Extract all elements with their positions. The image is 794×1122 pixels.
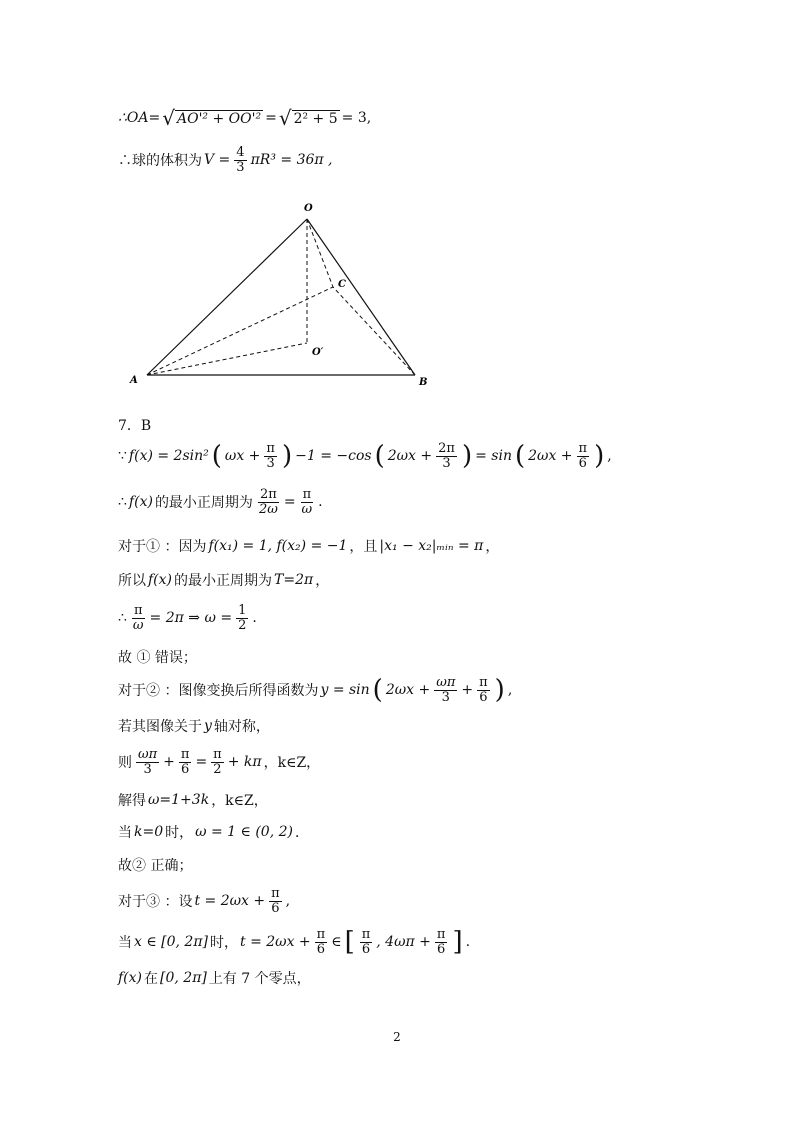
edge-bc bbox=[333, 287, 415, 375]
frac-2pi-2w bbox=[257, 488, 280, 516]
case-1-min: |x₁ − x₂|ₘᵢₙ = π bbox=[379, 538, 484, 554]
frac-pi-2 bbox=[211, 748, 224, 776]
frac-den: 6 bbox=[437, 941, 446, 957]
symmetry-axis: 轴对称， bbox=[213, 719, 270, 735]
fx-part-b: ωx + bbox=[224, 448, 261, 465]
volume-text: ∴球的体积为 bbox=[118, 153, 202, 170]
formula-period bbox=[118, 488, 323, 516]
frac-num: π bbox=[213, 747, 222, 762]
frac-num: 1 bbox=[238, 603, 247, 618]
so-fx: f(x) bbox=[148, 572, 173, 588]
label-b: B bbox=[419, 377, 428, 388]
volume-lhs: V = bbox=[204, 152, 231, 169]
case-2-comma: , bbox=[507, 682, 513, 699]
frac-wpi-3 bbox=[434, 676, 457, 704]
label-o-prime: O′ bbox=[312, 347, 324, 358]
volume-rhs: πR³ = 36π , bbox=[250, 152, 333, 169]
label-c: C bbox=[338, 279, 346, 290]
oa-prefix: ∴OA= bbox=[118, 110, 161, 126]
fx-comma: , bbox=[607, 448, 612, 465]
zeros-fx: f(x) bbox=[118, 970, 143, 986]
case-1-values: f(x₁) = 1, f(x₂) = −1 bbox=[208, 538, 348, 554]
omega-end: . bbox=[252, 610, 257, 627]
solve-omega: ω=1+3k bbox=[148, 792, 210, 808]
so-text: 所以 bbox=[118, 573, 146, 589]
case-1-comma: ， bbox=[485, 539, 500, 555]
frac-den: 3 bbox=[143, 761, 152, 777]
frac-pi-6 bbox=[315, 928, 328, 956]
interval-when: 当 bbox=[118, 935, 132, 952]
frac-den: 3 bbox=[236, 159, 245, 175]
paren-open: ( bbox=[211, 441, 222, 472]
formula-volume bbox=[118, 146, 332, 174]
frac-num: π bbox=[316, 927, 326, 942]
solve-text: 解得 bbox=[118, 793, 146, 809]
frac-den: 2ω bbox=[258, 501, 278, 517]
fx-part-a: f(x) = 2sin² bbox=[128, 448, 209, 465]
paren-close: ) bbox=[281, 441, 293, 472]
frac-num: π bbox=[578, 441, 588, 456]
frac-den: 6 bbox=[316, 941, 326, 957]
therefore-symbol: ∴ bbox=[118, 494, 127, 511]
zeros-on: 在 bbox=[144, 971, 159, 987]
period-fx: f(x) bbox=[128, 494, 153, 511]
symmetry-line bbox=[118, 716, 270, 736]
case-2-y: y = sin bbox=[320, 682, 370, 699]
frac-2pi-3 bbox=[436, 442, 457, 470]
bracket-open: [ bbox=[344, 927, 355, 958]
answer-7-text: 7．B bbox=[118, 418, 152, 434]
frac-num: π bbox=[180, 747, 190, 762]
solve-line bbox=[118, 790, 268, 810]
interval-t: t = 2ωx + bbox=[240, 934, 311, 951]
page-number: 2 bbox=[393, 1030, 401, 1044]
frac-den: 2 bbox=[238, 617, 247, 633]
sqrt-ao-oo-content: AO'² + OO'² bbox=[176, 111, 262, 127]
so-comma: ， bbox=[315, 573, 330, 589]
frac-den: ω bbox=[301, 501, 313, 517]
frac-num: ωπ bbox=[138, 747, 158, 762]
case-3-text: 对于③ ：设 bbox=[118, 894, 193, 911]
paren-close: ) bbox=[461, 441, 473, 472]
zeros-count: 上有 7 个零点， bbox=[208, 971, 311, 987]
frac-pi-omega bbox=[131, 604, 146, 632]
when-text: 当 bbox=[118, 825, 132, 841]
when-line bbox=[118, 822, 309, 842]
frac-num: 2π bbox=[438, 441, 455, 456]
paren-close: ) bbox=[594, 441, 605, 472]
case-2-plus: + bbox=[461, 682, 474, 699]
edge-oa bbox=[147, 219, 307, 375]
frac-pi-6 bbox=[360, 928, 373, 956]
frac-den: 6 bbox=[578, 455, 587, 471]
frac-den: 3 bbox=[441, 689, 450, 705]
frac-den: 3 bbox=[266, 455, 275, 471]
formula-oa bbox=[118, 108, 371, 128]
edge-ao-prime bbox=[147, 343, 307, 375]
frac-num: π bbox=[266, 441, 275, 456]
fx-part-e: = sin bbox=[475, 448, 512, 465]
edge-ac bbox=[147, 287, 333, 375]
sqrt-ao-oo: √ AO'² + OO'² bbox=[162, 106, 262, 130]
then-kpi: + kπ bbox=[227, 754, 262, 771]
frac-den: ω bbox=[132, 617, 144, 633]
therefore-symbol: ∴ bbox=[118, 610, 127, 627]
symmetry-text: 若其图像关于 bbox=[118, 719, 202, 735]
case-1-wrong: 故 ① 错误； bbox=[118, 650, 197, 666]
solve-k-in-z: ，k∈Z， bbox=[211, 793, 268, 809]
interval-line bbox=[118, 928, 470, 956]
case-1-conclusion bbox=[118, 647, 197, 667]
period-text: 的最小正周期为 bbox=[154, 495, 253, 512]
case-1-period bbox=[118, 570, 329, 590]
frac-pi-6 bbox=[477, 676, 490, 704]
then-text: 则 bbox=[118, 755, 132, 772]
when-shi: 时， bbox=[165, 825, 194, 841]
symmetry-y: y bbox=[204, 718, 212, 734]
interval-shi: 时， bbox=[210, 935, 238, 952]
when-end: ． bbox=[294, 825, 309, 841]
frac-num: 2π bbox=[259, 487, 277, 502]
bracket-close: ] bbox=[452, 927, 463, 958]
case-1-omega bbox=[118, 604, 257, 632]
interval-x: x ∈ [0, 2π] bbox=[134, 934, 208, 951]
tetrahedron-figure bbox=[125, 195, 445, 390]
case-2-conclusion bbox=[118, 855, 192, 875]
then-eq: = bbox=[195, 754, 208, 771]
frac-num: π bbox=[271, 886, 280, 901]
case-2-line bbox=[118, 676, 512, 704]
frac-pi-6 bbox=[577, 442, 590, 470]
interval-in: ∈ bbox=[331, 934, 342, 951]
oa-eq2: = 3, bbox=[341, 110, 372, 126]
oa-eq1: = bbox=[265, 110, 277, 126]
formula-fx bbox=[118, 442, 612, 470]
case-2-text: 对于② ：图像变换后所得函数为 bbox=[118, 683, 319, 700]
case-3-t: t = 2ωx + bbox=[194, 893, 266, 910]
frac-num: 4 bbox=[236, 145, 245, 160]
frac-1-2 bbox=[236, 604, 248, 632]
case-1-line bbox=[118, 536, 499, 556]
zeros-interval: [0, 2π] bbox=[160, 970, 207, 986]
frac-den: 6 bbox=[479, 689, 488, 705]
frac-num: π bbox=[479, 675, 488, 690]
frac-num: π bbox=[133, 603, 143, 618]
sqrt-2-5: √ 2² + 5 bbox=[278, 106, 338, 130]
frac-num: π bbox=[361, 927, 371, 942]
then-line bbox=[118, 748, 320, 776]
frac-den: 6 bbox=[271, 900, 280, 916]
paren-open: ( bbox=[514, 441, 526, 472]
frac-num: π bbox=[302, 487, 312, 502]
label-a: A bbox=[130, 375, 138, 386]
frac-pi-w bbox=[300, 488, 315, 516]
omega-eq: = 2π ⇒ ω = bbox=[149, 610, 233, 627]
frac-wpi-3 bbox=[136, 748, 159, 776]
frac-pi-6 bbox=[435, 928, 448, 956]
answer-7 bbox=[118, 415, 151, 435]
interval-end: . bbox=[465, 934, 471, 951]
case-2-arg: 2ωx + bbox=[385, 682, 431, 699]
paren-open: ( bbox=[374, 441, 385, 472]
frac-den: 3 bbox=[442, 455, 451, 471]
fx-part-f: 2ωx + bbox=[528, 448, 573, 465]
when-omega: ω = 1 ∈ (0, 2) bbox=[195, 824, 293, 840]
interval-upper: , 4ωπ + bbox=[376, 934, 431, 951]
frac-den: 6 bbox=[181, 761, 190, 777]
frac-den: 6 bbox=[361, 941, 371, 957]
paren-close: ) bbox=[494, 675, 505, 706]
frac-num: π bbox=[436, 927, 446, 942]
then-plus: + bbox=[163, 754, 175, 771]
label-o: O bbox=[304, 203, 313, 214]
edge-oc bbox=[307, 219, 333, 287]
period-eq: = bbox=[283, 494, 296, 511]
so-t-value: T=2π bbox=[274, 572, 314, 588]
since-symbol: ∵ bbox=[118, 448, 127, 465]
fx-part-c: −1 = −cos bbox=[295, 448, 372, 465]
case-1-text: 对于① ：因为 bbox=[118, 539, 207, 555]
frac-pi-6 bbox=[269, 887, 282, 915]
when-k: k=0 bbox=[134, 824, 164, 840]
case-1-and: ，且 bbox=[349, 539, 378, 555]
frac-4-3 bbox=[234, 146, 246, 174]
frac-pi-3 bbox=[264, 442, 277, 470]
frac-den: 2 bbox=[213, 761, 222, 777]
sqrt-2-5-content: 2² + 5 bbox=[293, 111, 338, 127]
so-period-text: 的最小正周期为 bbox=[174, 573, 273, 589]
case-2-correct: 故② 正确； bbox=[118, 858, 193, 874]
case-3-comma: , bbox=[285, 893, 291, 910]
frac-num: ωπ bbox=[436, 675, 456, 690]
paren-open: ( bbox=[372, 675, 383, 706]
frac-pi-6 bbox=[179, 748, 192, 776]
fx-part-d: 2ωx + bbox=[387, 448, 433, 465]
then-k-in-z: ，k∈Z， bbox=[263, 755, 321, 772]
zeros-line bbox=[118, 968, 311, 988]
case-3-line bbox=[118, 887, 290, 915]
period-end: . bbox=[318, 494, 323, 511]
